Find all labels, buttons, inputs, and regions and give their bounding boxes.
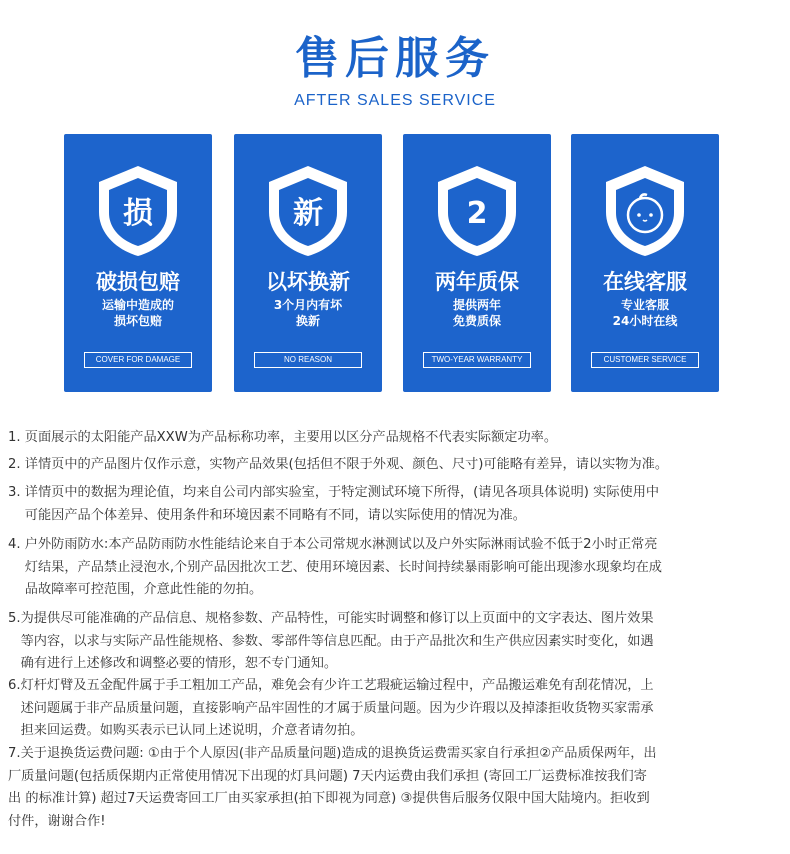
note-line: 4. 户外防雨防水:本产品防雨防水性能结论来自于本公司常规水淋测试以及户外实际淋雨试验不低于2小时正常亮 — [8, 537, 658, 552]
card-tag: NO REASON — [254, 352, 362, 368]
note-line: 厂质量问题(包括质保期内正常使用情况下出现的灯具问题) 7天内运费由我们承担 (寄回工厂运费标准按我们寄 — [8, 768, 647, 784]
note-line: 品故障率可控范围，介意此性能的勿拍。 — [8, 582, 263, 597]
note-line: 担来回运费。如购买表示已认同上述说明，介意者请勿拍。 — [8, 723, 364, 738]
page-subtitle: AFTER SALES SERVICE — [294, 92, 496, 109]
shield-icon — [432, 162, 522, 258]
note-item — [8, 675, 784, 743]
note-line: 1. 页面展示的太阳能产品XXW为产品标称功率，主要用以区分产品规格不代表实际额定功率。 — [8, 430, 558, 445]
note-item — [8, 534, 784, 602]
note-line: 出 的标准计算) 超过7天运费寄回工厂由买家承担(拍下即视为同意) ③提供售后服务仅限中国大陆境内。拒收到 — [8, 791, 650, 806]
note-line: 3. 详情页中的数据为理论值，均来自公司内部实验室，于特定测试环境下所得，(请见各项具体说明) 实际使用中 — [8, 485, 660, 500]
card-title: 破损包赔 — [96, 270, 180, 294]
card-tag: COVER FOR DAMAGE — [84, 352, 192, 368]
shield-icon — [263, 162, 353, 258]
page-title: 售后服务 — [295, 33, 495, 84]
service-card — [571, 134, 719, 392]
service-cards — [64, 134, 724, 392]
card-description-line: 免费质保 — [452, 314, 501, 328]
card-description — [571, 297, 719, 329]
card-tag: CUSTOMER SERVICE — [591, 352, 699, 368]
smiley-face-icon — [600, 162, 690, 258]
card-title: 以坏换新 — [266, 270, 350, 294]
card-description-line: 损坏包赔 — [113, 314, 162, 328]
note-line: 可能因产品个体差异、使用条件和环境因素不同略有不同，请以实际使用的情况为准。 — [8, 507, 526, 523]
card-title: 在线客服 — [603, 270, 687, 294]
card-title: 两年质保 — [435, 270, 519, 294]
note-item — [8, 427, 784, 450]
service-card — [64, 134, 212, 392]
shield-icon — [93, 162, 183, 258]
note-line: 述问题属于非产品质量问题，直接影响产品牢固性的才属于质量问题。因为少许瑕以及掉漆拒收货物买家需承 — [8, 700, 654, 716]
card-description-line: 换新 — [295, 314, 320, 328]
note-line: 付件，谢谢合作! — [8, 813, 106, 829]
note-line: 确有进行上述修改和调整必要的情形，恕不专门通知。 — [8, 656, 338, 671]
note-line: 7.关于退换货运费问题: ①由于个人原因(非产品质量问题)造成的退换货运费需买家自行承担②产品质保两年，出 — [8, 746, 657, 761]
shield-badge-text: 2 — [466, 196, 488, 231]
note-line: 2. 详情页中的产品图片仅作示意，实物产品效果(包括但不限于外观、颜色、尺寸)可能略有差异，请以实物为准。 — [8, 457, 669, 472]
card-description-line: 3个月内有坏 — [273, 298, 343, 312]
card-tag: TWO-YEAR WARRANTY — [423, 352, 531, 368]
note-line: 5.为提供尽可能准确的产品信息、规格参数、产品特性，可能实时调整和修订以上页面中的文字表达、图片效果 — [8, 611, 654, 626]
note-item — [8, 608, 784, 676]
card-description-line: 专业客服 — [620, 298, 669, 312]
note-item — [8, 454, 784, 477]
shield-badge-text: 新 — [293, 196, 323, 231]
card-description-line: 运输中造成的 — [101, 298, 174, 312]
service-card — [403, 134, 551, 392]
shield-badge-text: 损 — [123, 196, 153, 231]
card-description — [403, 297, 551, 329]
note-item — [8, 743, 784, 833]
note-line: 等内容，以求与实际产品性能规格、参数、零部件等信息匹配。由于产品批次和生产供应因素实时变化，如遇 — [8, 633, 654, 649]
note-line: 灯结果，产品禁止浸泡水,个别产品因批次工艺、使用环境因素、长时间持续暴雨影响可能出现渗水现象均在成 — [8, 559, 662, 575]
note-item — [8, 482, 784, 527]
card-description-line: 24小时在线 — [612, 314, 678, 328]
card-description — [234, 297, 382, 329]
note-line: 6.灯杆灯臂及五金配件属于手工粗加工产品，难免会有少许工艺瑕疵运输过程中，产品搬运难免有刮花情况，上 — [8, 678, 654, 693]
service-card — [234, 134, 382, 392]
card-description-line: 提供两年 — [452, 298, 501, 312]
card-description — [64, 297, 212, 329]
